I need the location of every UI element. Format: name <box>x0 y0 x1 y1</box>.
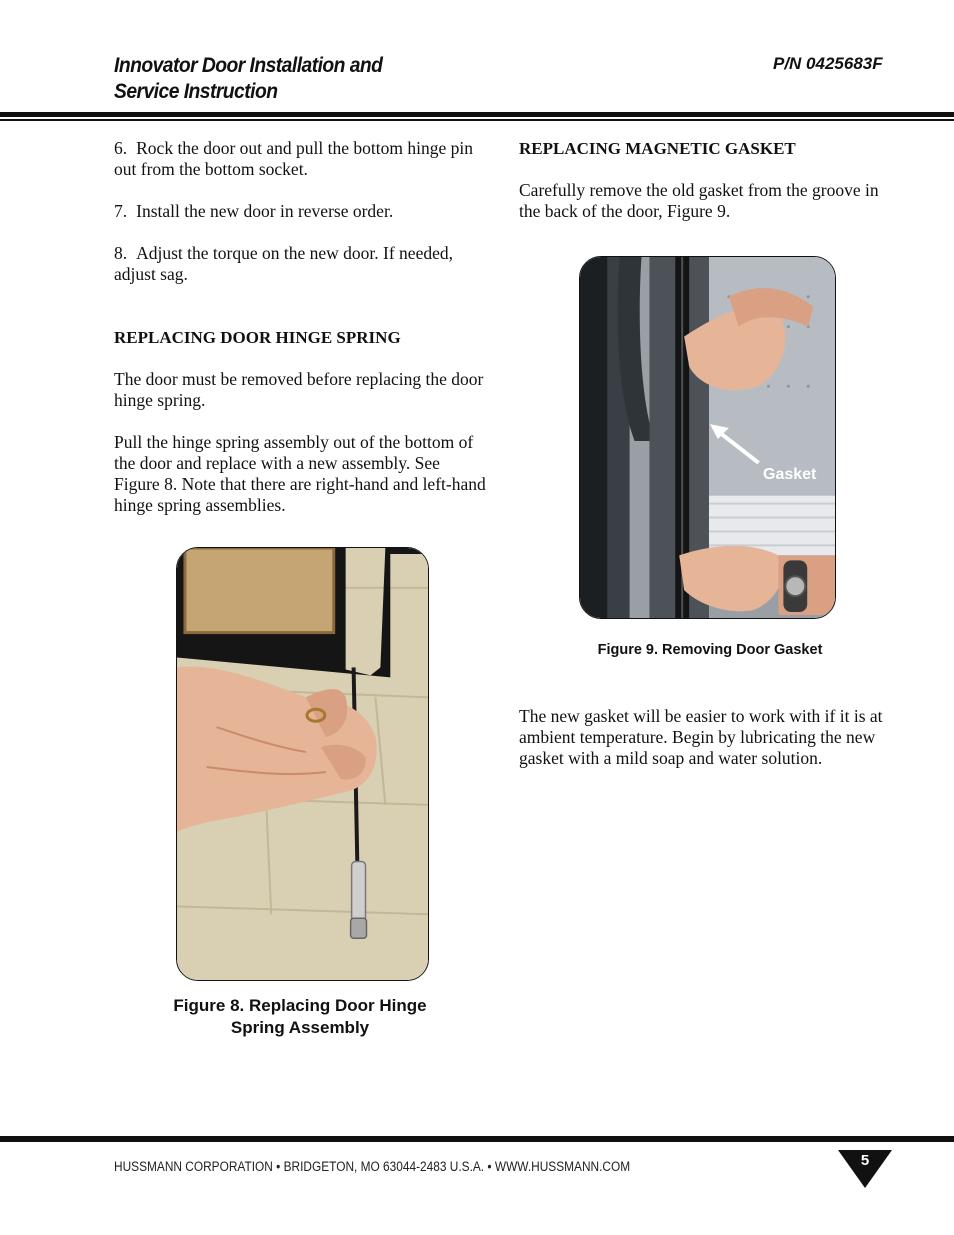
hinge-spring-para-2: Pull the hinge spring assembly out of the bottom of the door and replace with a new assembly. See Figure 8. Note that there are right-hand and left-hand hinge spring assemblies. <box>114 432 486 515</box>
figure-8-caption-line-2: Spring Assembly <box>230 1018 370 1037</box>
step-8-text: Adjust the torque on the new door. If needed, adjust sag. <box>114 243 453 284</box>
step-8 <box>114 243 489 285</box>
right-column <box>519 138 899 243</box>
step-6 <box>114 138 489 180</box>
footer-rule <box>0 1136 954 1142</box>
left-column <box>114 138 489 537</box>
step-7-text: Install the new door in reverse order. <box>136 201 394 221</box>
part-number: P/N 0425683F <box>773 54 883 73</box>
figure-8-photo <box>176 547 429 981</box>
gasket-para-2: The new gasket will be easier to work with if it is at ambient temperature. Begin by lubricating the new gasket with a mild soap and water solution. <box>519 706 883 768</box>
title-line-1: Innovator Door Installation and <box>114 54 383 77</box>
step-7-number: 7. <box>114 201 128 221</box>
figure-9-caption: Figure 9. Removing Door Gasket <box>597 642 823 658</box>
gasket-removal-illustration <box>580 257 835 618</box>
title-line-2: Service Instruction <box>114 80 278 103</box>
step-6-text: Rock the door out and pull the bottom hinge pin out from the bottom socket. <box>114 138 473 179</box>
hinge-spring-illustration <box>177 548 428 980</box>
header-rule-thick <box>0 112 954 117</box>
gasket-callout-label: Gasket <box>763 466 817 483</box>
page-number: 5 <box>860 1152 870 1169</box>
gasket-para-1: Carefully remove the old gasket from the groove in the back of the door, Figure 9. <box>519 180 879 221</box>
header-rule-thin <box>0 119 954 121</box>
step-8-number: 8. <box>114 243 128 263</box>
step-7 <box>114 201 489 222</box>
gasket-heading: REPLACING MAGNETIC GASKET <box>519 139 796 158</box>
hinge-spring-heading: REPLACING DOOR HINGE SPRING <box>114 328 401 347</box>
footer-company-line: HUSSMANN CORPORATION • BRIDGETON, MO 63044-2483 U.S.A. • WWW.HUSSMANN.COM <box>114 1159 631 1174</box>
figure-9-photo <box>579 256 836 619</box>
document-title <box>114 53 382 105</box>
figure-8-caption <box>140 995 460 1039</box>
figure-8-caption-line-1: Figure 8. Replacing Door Hinge <box>173 996 427 1015</box>
step-6-number: 6. <box>114 138 128 158</box>
hinge-spring-para-1: The door must be removed before replacing the door hinge spring. <box>114 369 484 410</box>
